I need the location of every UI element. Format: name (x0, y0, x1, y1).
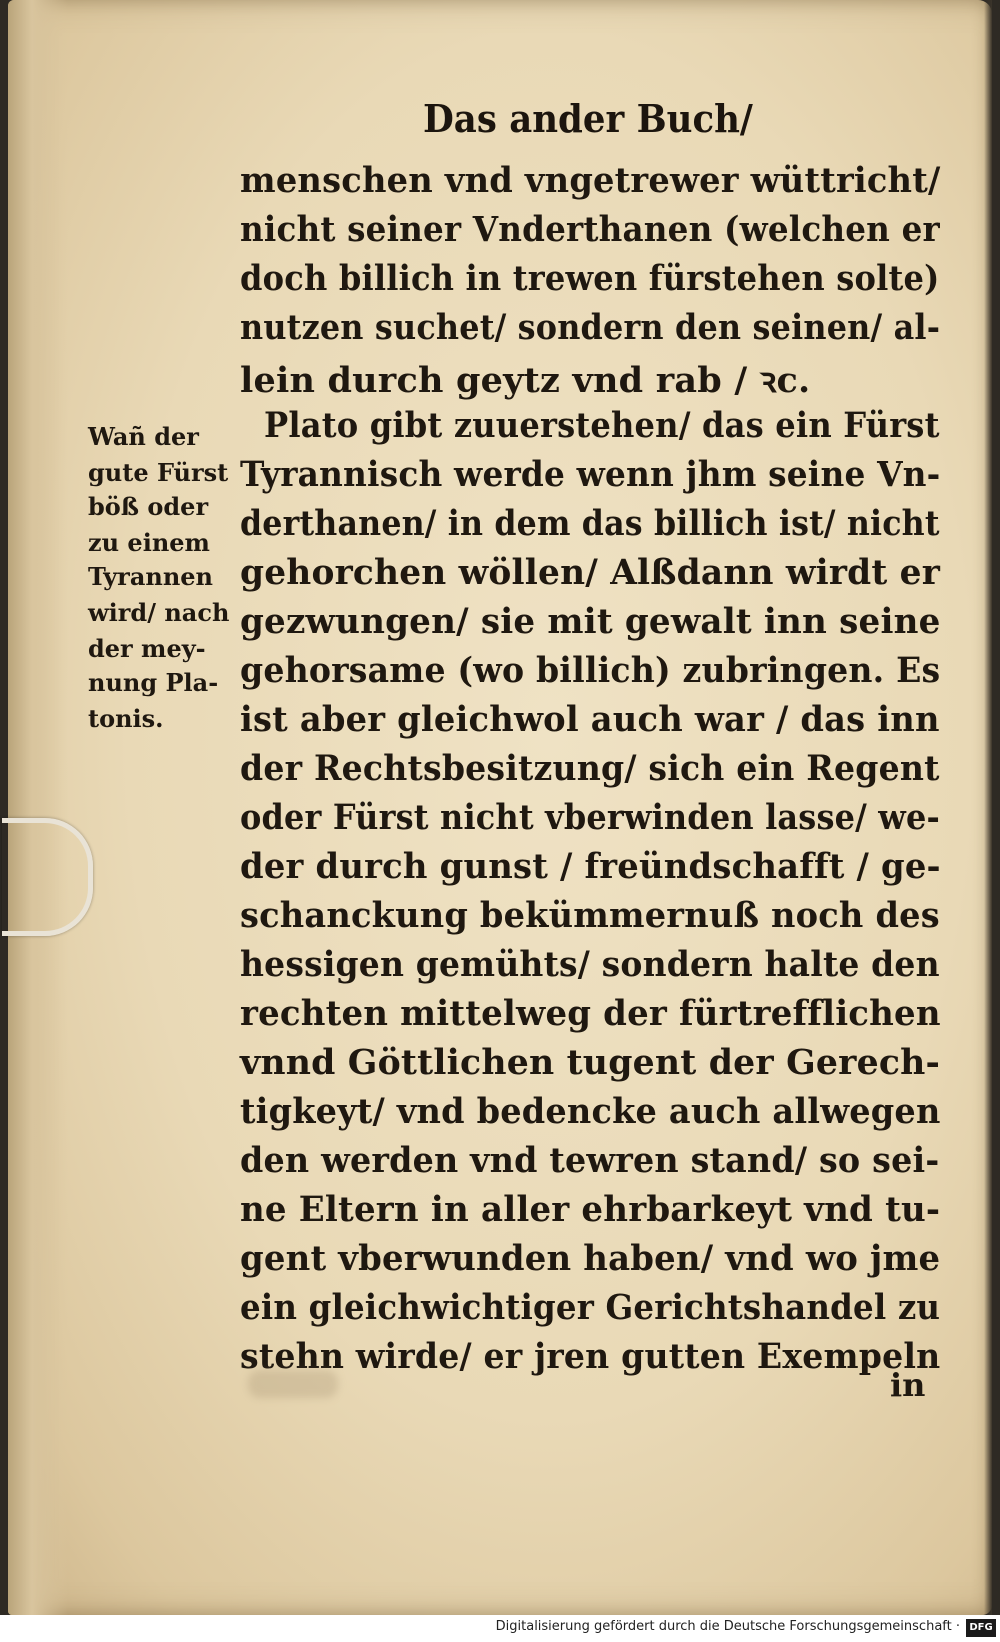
page-right-edge (984, 0, 992, 1615)
text-line: menschen vnd vngetrewer wüttricht/ (240, 160, 941, 201)
text-line: Plato gibt zuuerstehen/ das ein Fürst (264, 405, 940, 446)
text-line: ne Eltern in aller ehrbarkeyt vnd tu- (240, 1189, 941, 1230)
text-line: ein gleichwichtiger Gerichtshandel zu (240, 1287, 941, 1328)
text-line: vnnd Göttlichen tugent der Gerech- (240, 1042, 941, 1083)
text-line: hessigen gemühts/ sondern halte den (240, 944, 940, 985)
text-line: rechten mittelweg der fürtrefflichen (240, 993, 941, 1034)
dfg-logo: DFG (966, 1619, 996, 1637)
margin-note-line: nung Pla- (88, 668, 219, 697)
text-line: stehn wirde/ er jren gutten Exempeln (240, 1336, 941, 1377)
text-line: schanckung bekümmernuß noch des (240, 895, 940, 936)
text-line: gehorchen wöllen/ Alßdann wirdt er (240, 552, 941, 593)
page-clip (2, 818, 93, 936)
text-line: lein durch geytz vnd rab / ꝛc. (240, 360, 811, 401)
margin-note-line: der mey- (88, 634, 206, 663)
text-line: gent vberwunden haben/ vnd wo jme (240, 1238, 941, 1279)
margin-note-line: gute Fürst (88, 458, 229, 487)
text-line: der Rechtsbesitzung/ sich ein Regent (240, 748, 940, 789)
page-gutter-shadow (8, 0, 68, 1615)
margin-note-line: Wañ der (88, 422, 199, 451)
text-line: gehorsame (wo billich) zubringen. Es (240, 650, 941, 691)
text-line: tigkeyt/ vnd bedencke auch allwegen (240, 1091, 941, 1132)
book-page (8, 0, 992, 1615)
margin-note-line: wird/ nach (88, 598, 230, 627)
text-line: nicht seiner Vnderthanen (welchen er (240, 209, 940, 250)
text-line: den werden vnd tewren stand/ so sei- (240, 1140, 940, 1181)
catchword: in (890, 1366, 926, 1404)
footer-bar (0, 1615, 1000, 1642)
digitization-credit: Digitalisierung gefördert durch die Deutsche Forschungsgemeinschaft · (495, 1619, 960, 1634)
running-head: Das ander Buch/ (423, 96, 753, 141)
ink-smudge (248, 1370, 338, 1398)
text-line: oder Fürst nicht vberwinden lasse/ we- (240, 797, 940, 838)
text-line: doch billich in trewen fürstehen solte) (240, 258, 940, 299)
text-line: nutzen suchet/ sondern den seinen/ al- (240, 307, 941, 348)
margin-note-line: Tyrannen (88, 562, 213, 591)
text-line: Tyrannisch werde wenn jhm seine Vn- (240, 454, 941, 495)
text-line: ist aber gleichwol auch war / das inn (240, 699, 940, 740)
text-line: gezwungen/ sie mit gewalt inn seine (240, 601, 941, 642)
margin-note-line: tonis. (88, 704, 164, 733)
margin-note-line: böß oder (88, 492, 209, 521)
text-line: derthanen/ in dem das billich ist/ nicht (240, 503, 940, 544)
main-text-block (240, 160, 960, 1400)
text-line: der durch gunst / freündschafft / ge- (240, 846, 941, 887)
margin-note-line: zu einem (88, 528, 210, 557)
